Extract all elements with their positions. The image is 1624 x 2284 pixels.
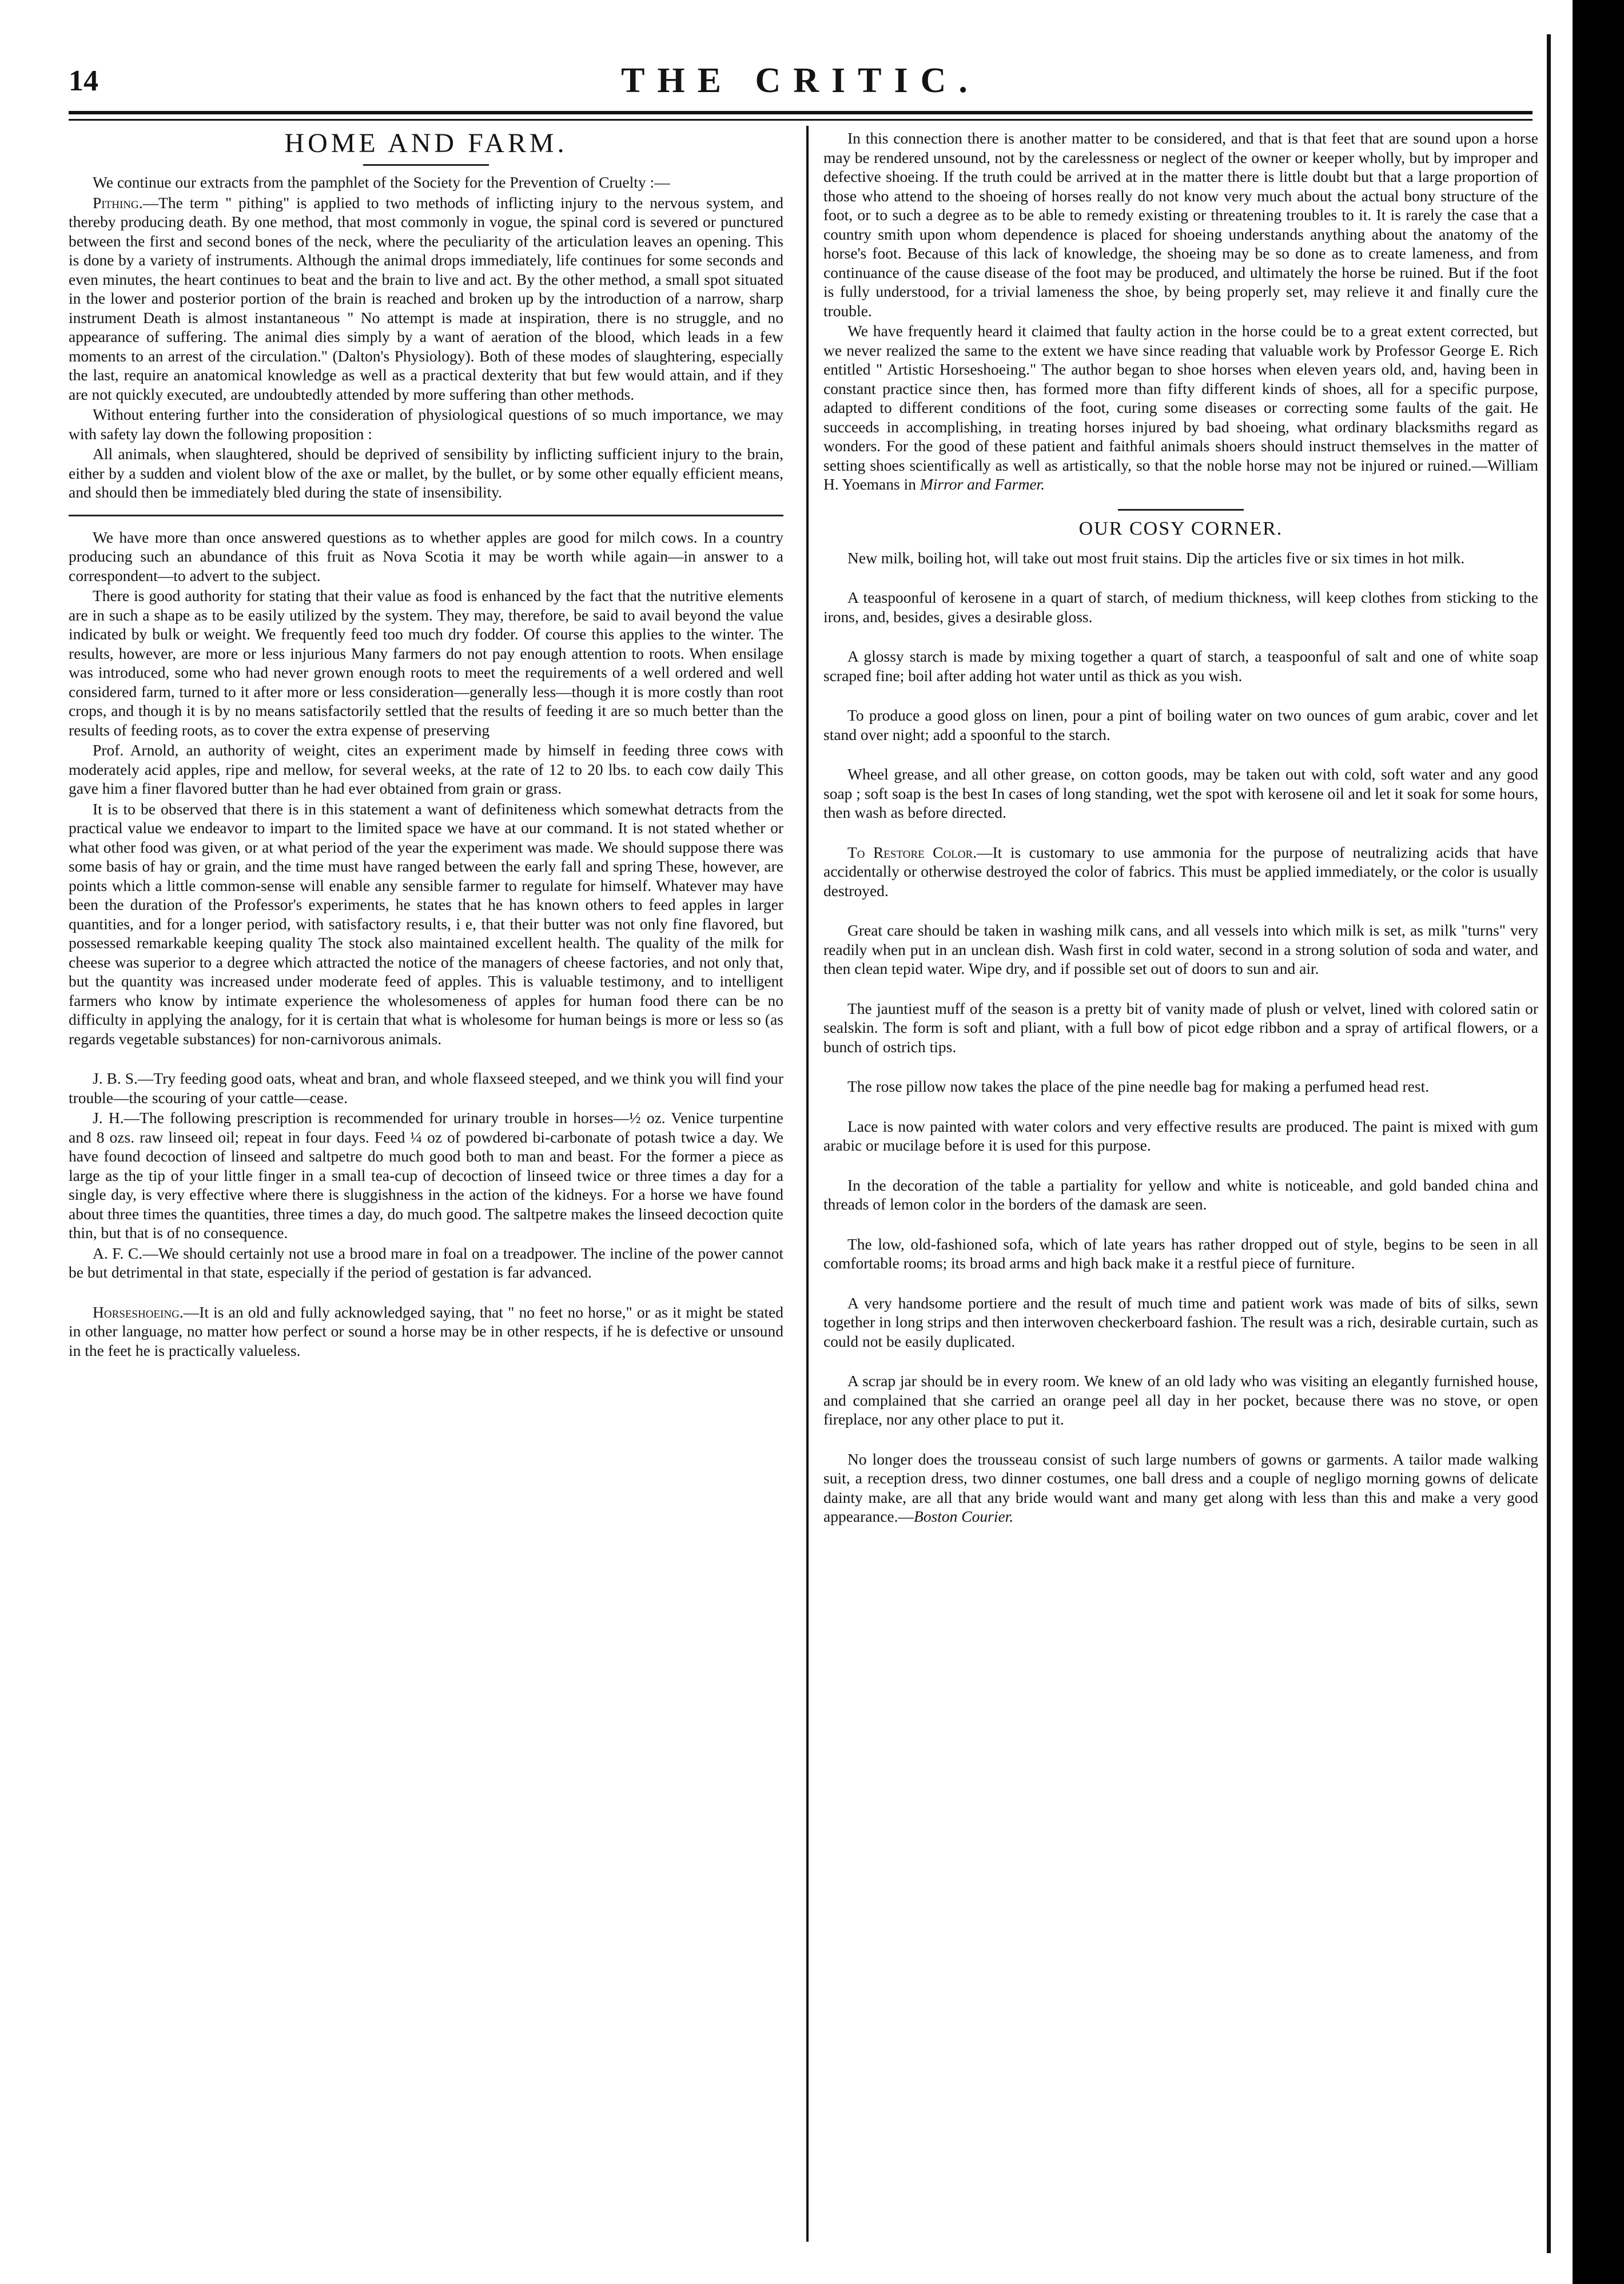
horseshoeing-text: —It is an old and fully acknowledged saying, that " no feet no horse," or as it might be stated in other language, no matter how perfect or sound a horse may be in other respects, if he is defective or unsound in the feet he is practically valueless.: [69, 1303, 783, 1359]
all-animals-paragraph: All animals, when slaughtered, should be deprived of sensibility by inflicting sufficient injury to the brain, either by a sudden and violent blow of the axe or mallet, by the bullet, or by some other equally efficient means, and should then be immediately bled during the state of insensibility.: [69, 445, 783, 501]
scan-edge: [1573, 0, 1624, 2284]
tip-item: A teaspoonful of kerosene in a quart of starch, of medium thickness, will keep clothes from sticking to the irons, and, besides, gives a desirable gloss.: [823, 588, 1538, 626]
masthead-rule-thin: [69, 119, 1533, 121]
tip-item: A very handsome portiere and the result of much time and patient work was made of bits of silks, sewn together in long strips and then interwoven checkerboard fashion. The result was a rich, desirable curtain, such as could not be easily duplicated.: [823, 1294, 1538, 1350]
left-column: [69, 129, 783, 1361]
masthead: [69, 34, 1533, 103]
restore-color-paragraph: [823, 843, 1538, 901]
section-heading-cosy-corner: OUR COSY CORNER.: [1078, 518, 1283, 539]
apples-paragraph-3: Prof. Arnold, an authority of weight, cites an experiment made by himself in feeding three cows with moderately acid apples, ripe and mellow, for several weeks, at the rate of 12 to 20 lbs. to each cow daily This gave him a finer flavored butter than he had ever obtained from grain or grass.: [69, 741, 783, 797]
trousseau-source: Boston Courier.: [914, 1507, 1014, 1525]
without-paragraph: Without entering further into the consideration of physiological questions of so much importance, we may with safety lay down the following proposition :: [69, 405, 783, 443]
horseshoeing-paragraph: [69, 1303, 783, 1360]
scan-edge-line: [1547, 34, 1551, 2253]
tip-item: Wheel grease, and all other grease, on cotton goods, may be taken out with cold, soft water and any good soap ; soft soap is the best In cases of long standing, wet the spot with kerosene oil and let it soak for some hours, then wash as before directed.: [823, 765, 1538, 821]
trousseau-text: No longer does the trousseau consist of such large numbers of gowns or garments. A tailor made walking suit, a reception dress, two dinner costumes, one ball dress and a couple of negligo morning gowns of delicate dainty make, are all that any bride would want and many get along with less than this and make a very good appearance.—: [823, 1450, 1538, 1525]
tip-item: A glossy starch is made by mixing together a quart of starch, a teaspoonful of salt and one of white soap scraped fine; boil after adding hot water until as thick as you wish.: [823, 647, 1538, 685]
section-heading-home-and-farm: HOME AND FARM.: [284, 128, 568, 158]
answer-jh: J. H.—The following prescription is recommended for urinary trouble in horses—½ oz. Venice turpentine and 8 ozs. raw linseed oil; repeat in four days. Feed ¼ oz of powdered bi-carbonate of potash twice a day. We have found decoction of linseed and saltpetre do much good both to man and beast. For the former a piece as large as the tip of your little finger in a small tea-cup of decoction of linseed twice or three times a day for a single day, is very effective where there is sluggishness in the action of the kidneys. For a horse we have found about three times the quantities, three times a day, do much good. The saltpetre makes the linseed decoction quite thin, but that is of no consequence.: [69, 1109, 783, 1242]
tip-item: To produce a good gloss on linen, pour a pint of boiling water on two ounces of gum arabic, cover and let stand over night; add a spoonful to the starch.: [823, 706, 1538, 743]
rich-source: Mirror and Farmer.: [920, 475, 1045, 493]
publication-title: THE CRITIC.: [621, 61, 980, 100]
tip-item: New milk, boiling hot, will take out most fruit stains. Dip the articles five or six times in hot milk.: [847, 548, 1465, 567]
pithing-paragraph: [69, 193, 783, 404]
rich-paragraph: [823, 321, 1538, 494]
column-divider: [806, 126, 809, 2242]
tip-item: The rose pillow now takes the place of the pine needle bag for making a perfumed head rest.: [847, 1077, 1430, 1095]
tip-item: Great care should be taken in washing milk cans, and all vessels into which milk is set, as milk "turns" very readily when put in an unclean dish. Wash first in cold water, second in a strong solution of soda and water, and then clean tepid water. Wipe dry, and if possible set out of doors to sun and air.: [823, 921, 1538, 977]
tip-item: A scrap jar should be in every room. We knew of an old lady who was visiting an elegantly furnished house, and complained that she carried an orange peel all day in her pocket, because there was no stove, or open fireplace, nor any other place to put it.: [823, 1372, 1538, 1428]
connection-paragraph: In this connection there is another matter to be considered, and that is that feet that are sound upon a horse may be rendered unsound, not by the carelessness or neglect of the owner or keeper wholly, but by improper and defective shoeing. If the truth could be arrived at in the matter there is little doubt but that a large proportion of those who attend to the shoeing of horses really do not know very much about the actual bony structure of the foot, or to such a degree as to be able to remedy existing or threatening troubles to it. It is rarely the case that a country smith upon whom dependence is placed for shoeing understands anything about the anatomy of the horse's foot. Because of this lack of knowledge, the shoeing may be so done as to create lameness, and from continuance of the cause disease of the foot may be produced, and ultimately the horse be ruined. But if the foot is fully understood, for a trivial lameness the shoe, by being properly set, may relieve it and finally cure the trouble.: [823, 129, 1538, 320]
article-separator: [69, 515, 783, 516]
masthead-rule: [69, 111, 1533, 114]
page-number: 14: [69, 65, 98, 97]
apples-paragraph-1: We have more than once answered questions as to whether apples are good for milch cows. In a country producing such an abundance of this fruit as Nova Scotia it may be worth while again—in answer to a correspondent—to advert to the subject.: [69, 528, 783, 584]
tip-item: The low, old-fashioned sofa, which of late years has rather dropped out of style, begins to be seen in all comfortable rooms; its broad arms and high back make it a restful piece of furniture.: [823, 1235, 1538, 1272]
tip-item: In the decoration of the table a partiality for yellow and white is noticeable, and gold banded china and threads of lemon color in the borders of the damask are seen.: [823, 1176, 1538, 1213]
rich-text: We have frequently heard it claimed that faulty action in the horse could be to a great extent corrected, but we never realized the same to the extent we have since reading that valuable work by Professor George E. Rich entitled " Artistic Horseshoeing." The author began to shoe horses when eleven years old, and, having been in constant practice since then, has formed more than fifty different kinds of shoes, all for a specific purpose, adapted to different conditions of the foot, curing some diseases or correcting some faults of the gait. He succeeds in accomplishing, in treating horses injured by bad shoeing, what ordinary blacksmiths regard as wonders. For the good of these patient and faithful animals shoers should instruct themselves in the matter of setting shoes scientifically as well as artistically, so that the noble horse may not be injured or ruined.—William H. Yoemans in: [823, 322, 1538, 493]
answer-afc: A. F. C.—We should certainly not use a brood mare in foal on a treadpower. The incline of the power cannot be but detrimental in that state, especially if the period of gestation is far advanced.: [69, 1244, 783, 1281]
answer-jbs: J. B. S.—Try feeding good oats, wheat and bran, and whole flaxseed steeped, and we think you will find your trouble—the scouring of your cattle—cease.: [69, 1069, 783, 1107]
restore-text: —It is customary to use ammonia for the purpose of neutralizing acids that have accidentally or otherwise destroyed the color of fabrics. This must be applied immediately, or the color is usually destroyed.: [823, 843, 1538, 900]
right-column: [823, 129, 1538, 1527]
restore-lead: To Restore Color.: [847, 843, 977, 861]
newspaper-page: [69, 34, 1538, 2253]
intro-paragraph: We continue our extracts from the pamphlet of the Society for the Prevention of Cruelty :—: [93, 173, 670, 191]
tip-item: The jauntiest muff of the season is a pretty bit of vanity made of plush or velvet, lined with colored satin or sealskin. The form is soft and pliant, with a full bow of picot edge ribbon and a spray of artifical flowers, or a bunch of ostrich tips.: [823, 999, 1538, 1056]
apples-paragraph-4: It is to be observed that there is in this statement a want of definiteness which somewhat detracts from the practical value we endeavor to impart to the limited space we have at our command. It is not stated whether or what other food was given, or at what period of the year the experiment was made. We should suppose there was some basis of hay or grain, and the time must have ranged between the early fall and spring These, however, are points which a little common-sense will enable any sensible farmer to regulate for himself. Whatever may have been the duration of the Professor's experiments, he states that he has known others to feed apples in larger quantities, and for a longer period, with satisfactory results, i e, that their butter was not only fine flavored, but possessed remarkable keeping quality The stock also maintained excellent health. The quality of the milk for cheese was superior to a degree which attracted the notice of the managers of cheese factories, and not only that, but the quantity was increased under moderate feed of apples. This is valuable testimony, and to intelligent farmers who know by intimate experience the wholesomeness of apples for human food there can be no difficulty in applying the analogy, for it is certain that what is wholesome for human beings is more or less so (as regards vegetable substances) for non-carnivorous animals.: [69, 799, 783, 1048]
tip-item: Lace is now painted with water colors and very effective results are produced. The paint is mixed with gum arabic or mucilage before it is used for this purpose.: [823, 1117, 1538, 1154]
horseshoeing-lead: Horseshoeing.: [93, 1303, 184, 1321]
pithing-text: —The term " pithing" is applied to two methods of inflicting injury to the nervous system, and thereby producing death. By one method, that most commonly in vogue, the spinal cord is severed or punctured between the first and second bones of the neck, where the peculiarity of the articulation leaves an opening. This is done by a variety of instruments. Although the animal drops immediately, life continues for some seconds and even minutes, the heart continues to beat and the brain to live and act. By the other method, a small spot situated in the lower and posterior portion of the brain is reached and broken up by the introduction of a narrow, sharp instrument Death is almost instantaneous " No attempt is made at inspiration, there is no struggle, and no appearance of suffering. The animal dies simply by a want of aeration of the blood, which leads in a few moments to an arrest of the circulation." (Dalton's Physiology). Both of these modes of slaughtering, especially the last, require an anatomical knowledge as well as a practical dexterity that but few would attain, and if they are not quickly executed, are undoubtedly attended by more suffering than other methods.: [69, 193, 783, 403]
heading-rule: [363, 164, 489, 166]
trousseau-paragraph: [823, 1450, 1538, 1526]
pithing-lead: Pithing.: [93, 193, 143, 212]
apples-paragraph-2: There is good authority for stating that their value as food is enhanced by the fact that the nutritive elements are in such a shape as to be easily utilized by the system. They may, therefore, be said to avail beyond the value indicated by bulk or weight. We frequently feed too much dry fodder. Of course this applies to the winter. The results, however, are more or less injurious Many farmers do not pay enough attention to roots. When ensilage was introduced, some who had never grown enough roots to meet the requirements of a well ordered and well considered farm, turned to it after more or less consideration—generally less—though it is more costly than root crops, and though it is by no means satisfactorily settled that the results of feeding it are so much better than the results of feeding roots, as to cover the extra expense of preserving: [69, 587, 783, 739]
article-separator-right: [1118, 509, 1244, 511]
